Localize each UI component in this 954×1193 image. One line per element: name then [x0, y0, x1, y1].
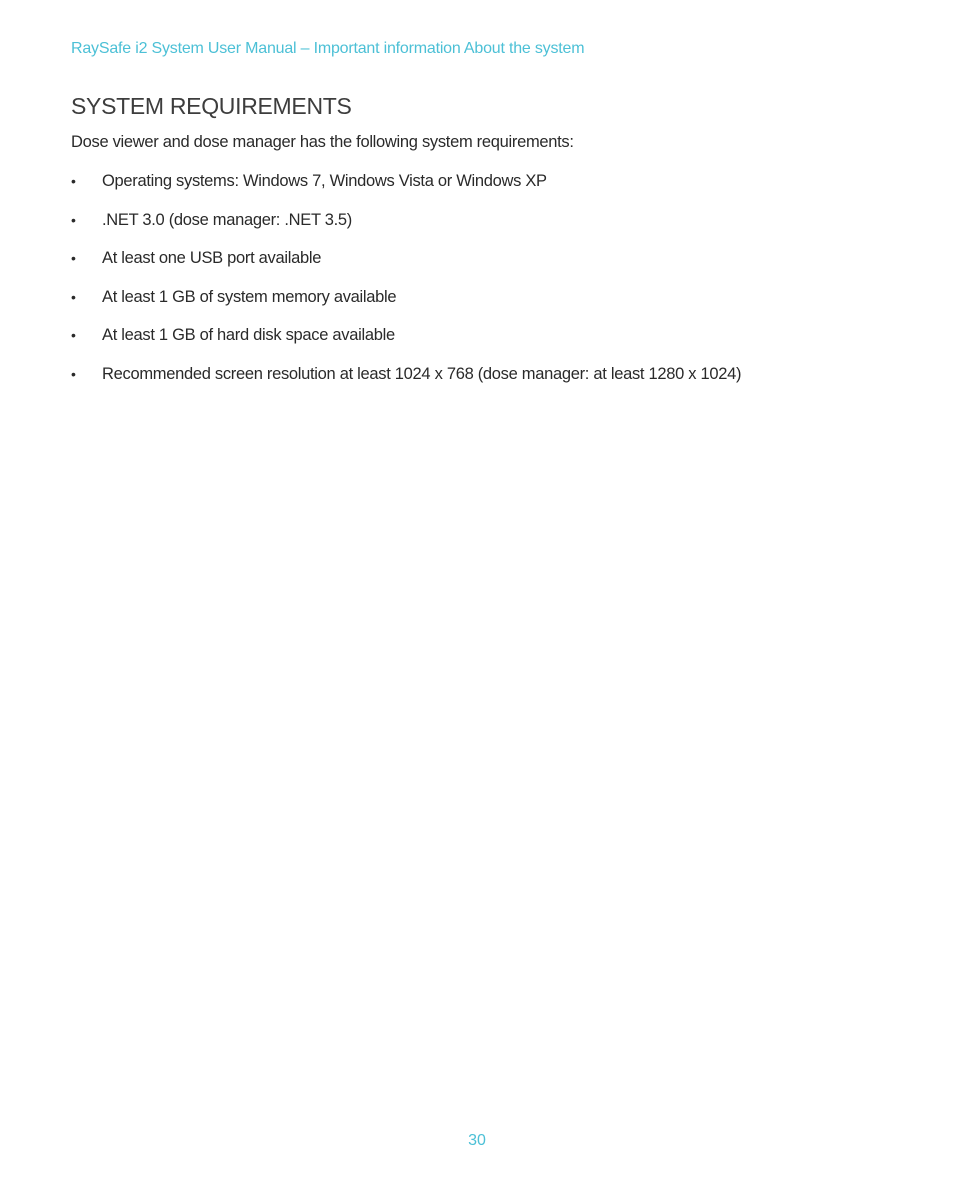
- bullet-icon: •: [71, 365, 76, 382]
- requirement-text: At least 1 GB of hard disk space available: [102, 326, 395, 345]
- intro-paragraph: Dose viewer and dose manager has the following system requirements:: [71, 133, 574, 151]
- page-number: 30: [468, 1132, 486, 1149]
- section-heading: SYSTEM REQUIREMENTS: [71, 93, 352, 119]
- bullet-icon: •: [71, 173, 76, 189]
- running-header: RaySafe i2 System User Manual – Important information About the system: [71, 40, 585, 57]
- requirement-text: Operating systems: Windows 7, Windows Vista or Windows XP: [102, 172, 547, 190]
- bullet-icon: •: [71, 327, 76, 344]
- requirement-text: At least one USB port available: [102, 249, 322, 268]
- requirement-text: .NET 3.0 (dose manager: .NET 3.5): [102, 210, 352, 229]
- requirement-text: At least 1 GB of system memory available: [102, 287, 397, 306]
- requirement-text: Recommended screen resolution at least 1024 x 768 (dose manager: at least 1280 x 1024): [102, 364, 742, 383]
- bullet-icon: •: [71, 211, 76, 228]
- bullet-icon: •: [71, 288, 76, 305]
- bullet-icon: •: [71, 250, 76, 267]
